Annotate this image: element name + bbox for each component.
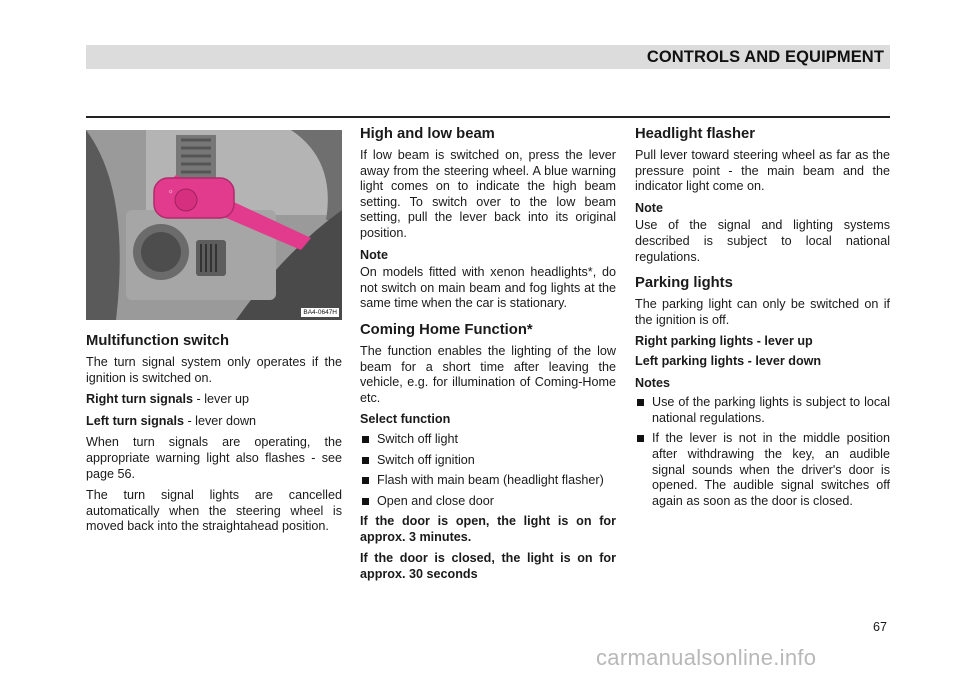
right-parking-lights: Right parking lights - lever up <box>635 334 813 349</box>
column-1 <box>86 125 342 541</box>
figure-code: BA4-0647H <box>303 309 337 316</box>
list-item: If the lever is not in the middle position after withdrawing the key, an audible signal sounds when the driver's door is opened. The audible signal switches off again as soon as the door is closed. <box>635 431 890 509</box>
paragraph: If low beam is switched on, press the lever away from the steering wheel. A blue warning light comes on to indicate the high beam setting. To switch over to the low beam setting, pull the lever back into its original position. <box>360 148 616 240</box>
heading-high-low-beam: High and low beam <box>360 126 495 142</box>
left-parking-lights: Left parking lights - lever down <box>635 353 822 368</box>
note-text: Use of the signal and lighting systems described is subject to local national regulations. <box>635 218 890 264</box>
note-text: On models fitted with xenon headlights*, do not switch on main beam and fog lights at the same time when the car is stationary. <box>360 265 616 311</box>
list-item: Switch off ignition <box>360 453 616 469</box>
multifunction-switch-illustration <box>86 130 342 320</box>
notes-label: Notes <box>635 375 670 390</box>
bold-statement: If the door is open, the light is on for approx. 3 minutes. <box>360 514 616 544</box>
heading-multifunction-switch: Multifunction switch <box>86 333 230 349</box>
heading-coming-home: Coming Home Function* <box>360 321 533 338</box>
page-number: 67 <box>872 620 887 634</box>
paragraph: The turn signal system only operates if the ignition is switched on. <box>86 355 342 385</box>
bold-statement: If the door is closed, the light is on for approx. 30 seconds <box>360 551 616 582</box>
paragraph: When turn signals are operating, the appropriate warning light also flashes - see page 56. <box>86 435 342 481</box>
svg-text:☼: ☼ <box>168 189 174 195</box>
paragraph: The turn signal lights are cancelled automatically when the steering wheel is moved back into the straightahead position. <box>86 488 342 534</box>
header-bar <box>86 45 890 69</box>
column-2 <box>360 125 616 589</box>
note-label: Note <box>635 200 663 215</box>
paragraph: The function enables the lighting of the low beam for a short time after leaving the vehicle, e.g. for illumination of Coming-Home etc. <box>360 343 616 405</box>
select-function-label: Select function <box>360 412 451 427</box>
note-label: Note <box>360 247 388 262</box>
list-item: Open and close door <box>360 494 616 510</box>
paragraph: The parking light can only be switched on if the ignition is off. <box>635 297 890 327</box>
right-turn-text: - lever up <box>193 392 250 407</box>
list-item: Flash with main beam (headlight flasher) <box>360 473 616 489</box>
header-rule <box>86 116 890 118</box>
left-turn-label: Left turn signals <box>86 413 184 428</box>
heading-parking-lights: Parking lights <box>635 275 733 292</box>
left-turn-text: - lever down <box>183 413 257 428</box>
heading-headlight-flasher: Headlight flasher <box>635 126 756 142</box>
right-turn-signals-line <box>86 392 342 408</box>
section-title: CONTROLS AND EQUIPMENT <box>646 48 884 66</box>
left-turn-signals-line <box>86 414 342 430</box>
list-item: Switch off light <box>360 432 616 448</box>
watermark: carmanualsonline.info <box>596 645 817 670</box>
column-3 <box>635 125 890 514</box>
lever-drawing <box>86 130 342 320</box>
list-item: Use of the parking lights is subject to local national regulations. <box>635 395 890 426</box>
paragraph: Pull lever toward steering wheel as far as the pressure point - the main beam and the indicator light come on. <box>635 148 890 194</box>
right-turn-label: Right turn signals <box>86 392 194 407</box>
